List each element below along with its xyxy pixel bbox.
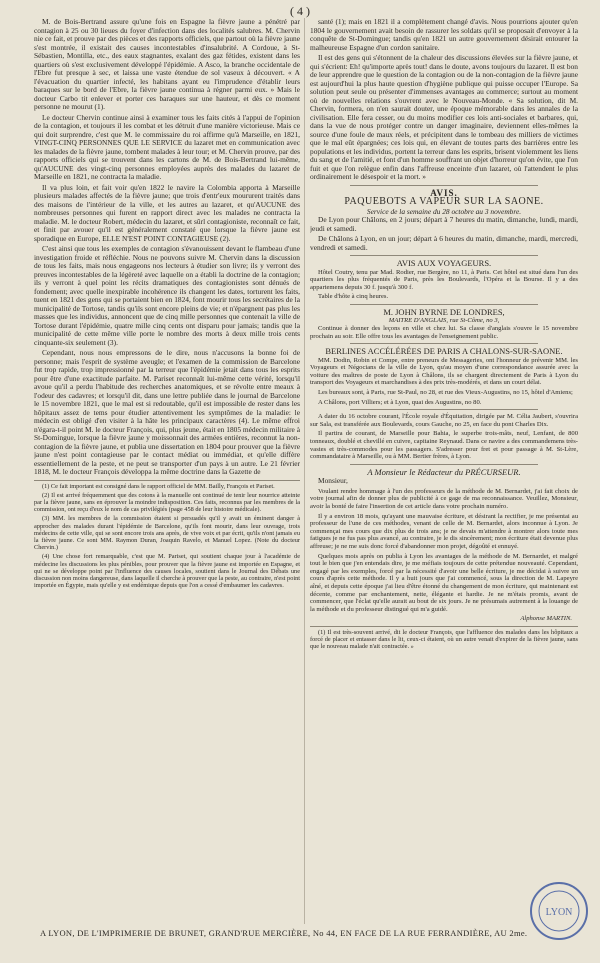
voyageurs-line-1: Hôtel Coutry, tenu par Mad. Rodier, rue Bergère, no 11, à Paris. Cet hôtel est situé dans l'un des quartiers les plus fréquentés de Paris, près les Boulevards, l'Opéra et la Bourse. Il y a des appartemens depuis 30 f. jusqu'à 300 f.	[310, 268, 578, 291]
right-paragraph-1: santé (1); mais en 1821 il a complètement changé d'avis. Nous pourrions ajouter qu'en 1804 le gouvernement avait besoin de rassurer les soldats qu'il se proposait d'envoyer à la conquête de St-Domingue; tandis qu'en 1821 un autre gouvernement désirait entourer la malheureuse Espagne d'un cordon sanitaire.	[310, 18, 578, 52]
byrne-text: Continue à donner des leçons en ville et chez lui. Sa classe d'anglais s'ouvre le 15 novembre prochain au soir. Elle offre tous les avantages de l'enseignement public.	[310, 324, 578, 340]
ship-notice: Il partira de courant, de Marseille pour Bahia, le superbe trois-mâts, neuf, Lenfant, de 800 tonneaux, doublé et chevillé en cuivre, capitaine Reynaud. Dans ce navire a des commandemens très-vastes et très-commodes pour les passagers. S'adresser pour fret et pour passage à M. St-Lère, commandataire à Marseille, ou à MM. Bertier frères, à Lyon.	[310, 430, 578, 461]
left-paragraph-4: C'est ainsi que tous les exemples de contagion s'évanouissent devant le flambeau d'une investigation froide et réfléchie. Nous ne pouvons suivre M. Chervin dans la discussion de tous les faits, mais nous engageons nos lecteurs à étudier son livre; ils y verront des preuves incontestables de la légèreté avec laquelle on a établi la doctrine de la contagion; ils y verront à quel point les récits dramatiques des contagionistes sont dénués de fondement; avec quelle inexpirable incohérence ils changent les dates, torturent les faits, tuent en 1821 des gens qui se portaient bien en 1824, font mourir tous les secrétaires de la municipalité de Tortose, tandis qu'ils sont encore pleins de vie; et n'épargnent pas plus les masses que les individus, annoncent que de cinq mille personnes que contenait la ville de Tortose durant l'épidémie, quatre mille cinq cents ont disparu pour jamais; tandis que la municipalité de cette même ville porte le nombre des morts à deux mille trois cents cinquante-six seulement (3).	[34, 244, 300, 347]
section-rule	[350, 185, 538, 186]
section-rule	[350, 304, 538, 305]
imprint-line: A LYON, DE L'IMPRIMERIE DE BRUNET, GRAND'RUE MERCIÈRE, No 44, EN FACE DE LA RUE FERRANDIÈRE, AU 2me.	[40, 928, 528, 938]
right-paragraph-2: Il est des gens qui s'étonnent de la chaleur des discussions élevées sur la fièvre jaune, et qui s'écrient: Eh! qu'importe après tout! dans le doute, avons toujours du lazaret. Il est bon de leur apprendre que le question de la contagion ou de la non-contagion de la fièvre jaune est aujourd'hui la plus haute question d'hygiène publique qui puisse occuper l'Europe. Sa solution peut seule ou présenter d'immenses avantages au commerce; surtout au moment où de nouvelles relations s'ouvrent avec le Nouveau-Monde. « Sa solution, dit M. Chervin, formera, on n'en saurait douter, une époque mémorable dans les annales de la civilisation. Elle fera cesser, ou du moins modifier ces lois anti-sociales et barbares, qui, dans la vue de nous protéger contre un danger imaginaire, deviennent elles-mêmes la source d'une foule de maux réels, et précipitent dans le tombeau des milliers de victimes que le mal eût épargnées; ces lois qui, en élevant de toutes parts des barrières entre les populations et les individus, portent la terreur dans les esprits, brisent violemment les liens du sang et de l'amitié, et font d'un homme souffrant un objet d'horreur qu'on évite, que l'on fuit et que l'on relègue enfin dans l'affreuse enceinte d'un lazaret, où l'attendent le plus ordinairement le désespoir et la mort. »	[310, 53, 578, 181]
byrne-subheading: MAITRE D'ANGLAIS, rue St-Côme, no 3,	[388, 317, 500, 325]
equitation-notice: A dater du 16 octobre courant, l'École royale d'Équitation, dirigée par M. Célia Jaubert, s'ouvrira sur Sala, est transférée aux Boulevards, cours Gauche, no 25, en face du pont Charles Dix.	[310, 413, 578, 428]
berlines-line-2: Les bureaux sont, à Paris, rue St-Paul, no 28, et rue des Vieux-Augustins, no 15, hôtel d'Amiens;	[318, 389, 573, 397]
left-footnote-4: (4) Une chose fort remarquable, c'est que M. Pariset, qui soutient chaque jour à l'académie de médecine les discussions les plus pénibles, pour prouver que la fièvre jaune est importée en Espagne, et qui ne se développe point par l'influence des causes locales, soutient dans le Journal des Débats une discussion non moins dangereuse, dans laquelle il cherche à prouver que la peste, au contraire, n'est point importée en Égypte, mais qu'elle y est endémique depuis que l'on a cessé d'embaumer les cadavres.	[34, 553, 300, 590]
section-rule	[350, 409, 538, 410]
section-rule	[350, 464, 538, 465]
left-column	[34, 18, 300, 926]
berlines-line-3: A Châlons, port Villiers; et à Lyon, quai des Augustins, no 80.	[318, 398, 482, 406]
right-footnote: (1) Il est très-souvent arrivé, dit le docteur François, que l'affluence des malades dans les hôpitaux a forcé de placer et entasser dans le lit, ceux-ci étaient, où un autre venait d'expirer de la fièvre jaune, sans que le nouveau malade n'ait contractée. »	[310, 628, 578, 651]
redacteur-signature: Alphonse MARTIN.	[520, 615, 572, 623]
left-footnote-3: (3) MM. les membres de la commission étaient si persuadés qu'il y avait un éminent danger à approcher des malades durant l'épidémie de Barcelone, qu'ils font mourir, dans leur ouvrage, trois médecins de cette ville, qui se sont encore trois ans après, de vive voix et par écrit, qu'ils n'ont jamais eu la fièvre jaune. Ce sont MM. Raymon Duran, Joaquin Ravelo, et Manuel Lopez. (Note du docteur Chervin.)	[34, 515, 300, 552]
paquebots-heading: PAQUEBOTS A VAPEUR SUR LA SAONE.	[344, 196, 544, 207]
paquebots-service: Service de la semaine du 28 octobre au 3 novembre.	[366, 206, 522, 216]
paquebots-line-2: De Châlons à Lyon, en un jour; départ à 6 heures du matin, dimanche, mardi, mercredi, vendredi et samedi.	[310, 234, 578, 252]
left-paragraph-2: Le docteur Chervin continue ainsi à examiner tous les faits cités à l'appui de l'opinion de la contagion, et toujours il les combat et les détruit d'une manière victorieuse. Mais ce qui doit surprendre, c'est que M. le commissaire du roi affirme qu'à Marseille, en 1821, VINGT-CINQ PERSONNES QUE LE SERVICE du lazaret met en communication avec les malades de la fièvre jaune, tombent malades à leur tour; et M. Chervin prouve, par des rapports officiels qui se trouvent dans les cartons de M. de Bois-Bertrand lui-même, qu'AUCUNE des vingt-cinq personnes employées auprès des malades du lazaret de Marseille en 1821, ne contracta la maladie.	[34, 112, 300, 181]
section-rule	[350, 343, 538, 344]
redacteur-paragraph-2: Il y a environ 18 mois, qu'ayant une mauvaise écriture, et désirant la rectifier, je me présentai au professeur de l'une de ces méthodes, venant de celle de M. Bernardet, alors inconnue à Lyon. Je commençai mes cours que dix plus de trois ans; je ne devais m'attendre à montrer alors toute mes fatigues je ne fus pas plus avancé, au contraire, je le dis sincèrement; mon écriture était devenue plus affreuse; je ne me suis donc forcé d'abandonner mon projet, dégoûté et ennuyé.	[310, 512, 578, 550]
column-divider	[304, 18, 305, 924]
avis-heading: AVIS.	[430, 187, 458, 198]
berlines-line-1: MM. Dodin, Robin et Compe, entre preneurs de Messageries, ont l'honneur de prévenir MM. les Voyageurs et Négocians de la ville de Lyon, qu'au moyen d'une correspondance assurée avec la voiture des maîtres de poste de Lyon à Châlons, ils se chargent directement de Paris à Lyon du transport des Voyageurs et marchandises à des prix très-modérés, et dans un court délai.	[310, 356, 578, 387]
berlines-heading: BERLINES ACCÉLÉRÉES DE PARIS A CHALONS-SUR-SAONE.	[325, 346, 563, 357]
page-number: ( 4 )	[290, 4, 310, 18]
redacteur-paragraph-3: Quelques mois après on publia à Lyon les avantages de la méthode de M. Bernardet, et malgré tout le bien que j'en entendais dire, je me méfiais toujours de cette prétendue nouveauté. Cependant, engagé par les exemples, forcé par la nécessité d'avoir une belle écriture, je me décidai à suivre un cours d'après cette méthode. Il y a huit jours que j'ai commencé, sous la direction de M. Lapeyre aîné, et depuis cette époque j'ai lieu d'être étonné du changement de mon écriture, qui maintenant est décente, comme par enchantement, nette, élégante et hardie. Je ne m'étais promis, avant de commencer, que l'éclat qu'elle aurait au bout de six jours. Je ne présumais autrement à la louange de la méthode et du professeur distingué qui m'a guidé.	[310, 552, 578, 613]
left-paragraph-3: Il va plus loin, et fait voir qu'en 1822 le navire la Colombia apporta à Marseille plusieurs malades affectés de la fièvre jaune; que trois d'entr'eux moururent traités dans des maisons de l'intérieur de la ville, et les autres au lazaret, et qu'AUCUNE des nombreuses personnes qui furent en rapport direct avec les malades ne contracta la maladie. M. le docteur Robert, médecin du lazaret, et sûrl contagioniste, reconnaît ce fait, et finit par avouer qu'il est généralement constaté que lorsque la fièvre jaune est sporadique en Europe, ELLE N'EST POINT CONTAGIEUSE (2).	[34, 182, 300, 243]
left-footnote-1: (1) Ce fait important est consigné dans le rapport officiel de MM. Bailly, François et Pariset.	[42, 482, 275, 490]
library-stamp-icon	[528, 880, 590, 942]
footnote-separator	[310, 626, 578, 627]
section-rule	[350, 255, 538, 256]
byrne-heading: M. JOHN BYRNE DE LONDRES,	[383, 306, 505, 317]
voyageurs-heading: AVIS AUX VOYAGEURS.	[396, 258, 492, 268]
paquebots-line-1: De Lyon pour Châlons, en 2 jours; départ à 7 heures du matin, dimanche, lundi, mardi, jeudi et samedi.	[310, 215, 578, 233]
right-column	[310, 18, 578, 926]
redacteur-salutation: Monsieur,	[318, 476, 348, 486]
footnote-separator	[34, 480, 300, 481]
stamp-label: LYON	[545, 907, 573, 918]
voyageurs-line-2: Table d'hôte à cinq heures.	[318, 293, 389, 301]
left-paragraph-5: Cependant, nous nous empressons de le dire, nous n'accusons la bonne foi de personne; mais l'esprit de système aveugle; et l'examen de la commission de Barcelone fut trop rapide, trop impressionné par la terreur que l'épidémie jetait dans tous les esprits pour être d'une exactitude parfaite. M. Pariset reconnaît lui-même cette vérité, lorsqu'il avoue qu'il a perdu l'habitude des recherches anatomiques, et se révolte entre meaux à l'odeur des cadavres; et lorsqu'il dit, dans une lettre publiée dans le journal de Barcelone le 15 novembre 1821, que le mal est si redoutable, qu'il est impossible de rester dans les hôpitaux assez de tems pour étudier attentivement les symptômes de la maladie: le médecin est obligé d'en visiter à la hâte les principaux caractères (4). Le même effroi n'égara-t-il point M. le docteur François, qui, plus jeune, était en 1805 médecin militaire à St-Domingue, lorsque la fièvre jaune y moissonnait des armées entières, reconnut la non-contagion de la fièvre jaune, et publia une dissertation en 1804 pour prouver que la fièvre jaune n'est point contagieuse par le contact médiat ou immédiat, et qu'elle diffère essentiellement de la peste, et ne peut se transporter d'un pays à un autre. Le 21 février 1818, M. le docteur François développa la même doctrine dans la Gazette de	[34, 348, 300, 476]
redacteur-heading: A Monsieur le Rédacteur du PRÉCURSEUR.	[367, 466, 521, 477]
left-paragraph-1: M. de Bois-Bertrand assure qu'une fois en Espagne la fièvre jaune a pénétré par contagion à 25 ou 30 lieues du foyer d'infection dans des localités salubres. M. Chervin nie ce fait, et prouve par des pièces et des rapports officiels, que partout où la fièvre jaune s'est montrée, il existait des causes incontestables d'insalubrité. A Cordoue, à St-Sébastien, Montilla, etc., des eaux stagnantes, exalant des gaz fétides, existent dans les quartiers où s'est exclusivement développé l'épidémie. A Asco, la branche occidentale de l'Ebre fut presque à sec, et laissa une vaste étendue de sol vaseux à découvert. « A l'évacuation du quartier infecté, les habitans ayant eu l'imprudence d'établir leurs baraques sur le bord de l'Ebre, la fièvre jaune continua à régner parmi eux. » Mais le docteur Carbo tit enlever et porter ces baraques sur une hauteur, et dès ce moment personne ne mourut (1).	[34, 18, 300, 111]
redacteur-paragraph-1: Voulant rendre hommage à l'un des professeurs de la méthode de M. Bernardet, j'ai fait choix de votre journal afin de donner plus de publicité à ce gage de ma reconnaissance. Veuillez, Monsieur, avoir la bonté de faire l'insertion de cet article dans votre prochain numéro.	[310, 487, 578, 510]
left-footnote-2: (2) Il est arrivé fréquemment que des cotons à la manuelle ont continué de tenir leur nourrice atteinte par la fièvre jaune, sans en éprouver la moindre indisposition. Ces faits, reconnus par les membres de la commission, ont reçu d'eux le nom de cas privilégiés (page 458 de leur histoire médicale).	[34, 491, 300, 514]
